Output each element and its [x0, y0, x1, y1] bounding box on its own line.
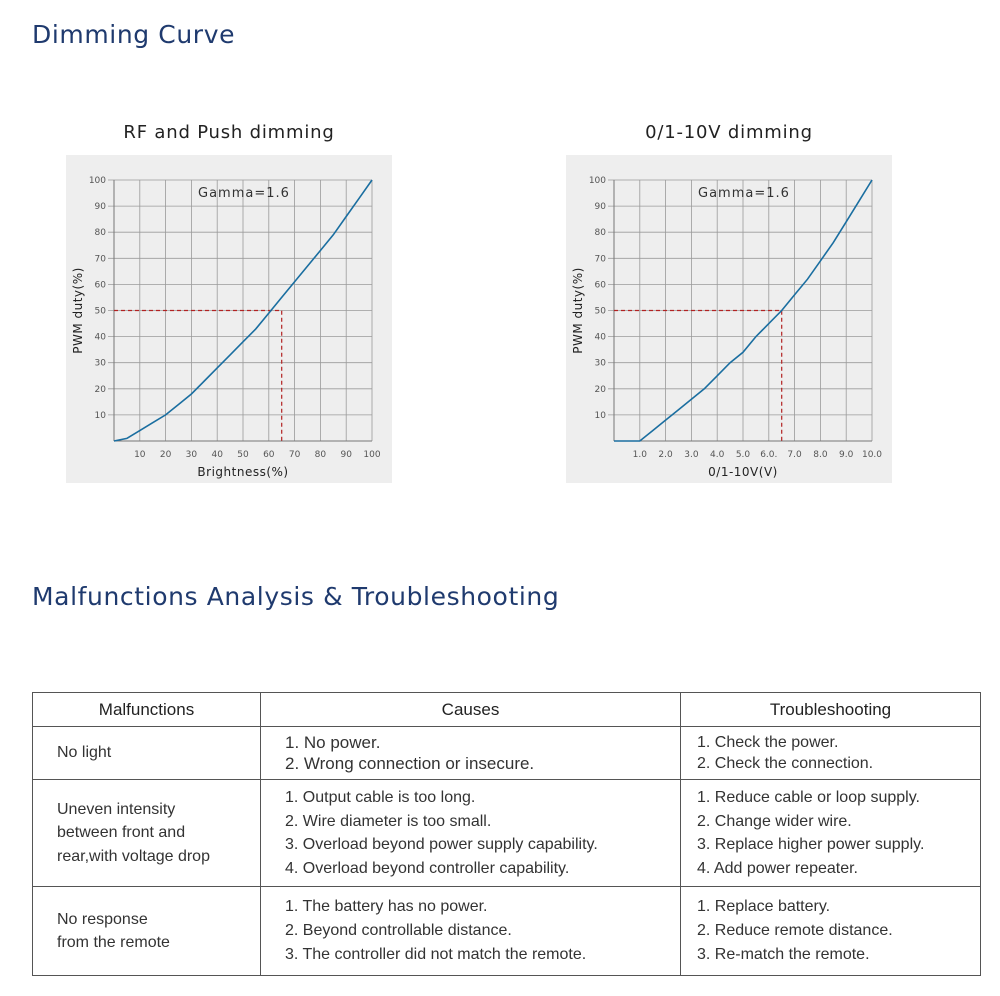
x-tick-label: 100: [363, 450, 381, 460]
x-tick-label: 4.0: [710, 450, 725, 460]
fix-line: 2. Check the connection.: [697, 755, 874, 772]
chart-voltage-svg: [566, 155, 892, 483]
reference-dashed-line: [614, 311, 782, 442]
x-tick-label: 7.0: [787, 450, 802, 460]
y-tick-label: 60: [94, 280, 106, 291]
cause-line: 4. Overload beyond controller capability.: [285, 859, 570, 877]
fix-line: 1. Reduce cable or loop supply.: [697, 789, 920, 806]
x-tick-label: 70: [288, 450, 301, 460]
table-header-row: [33, 693, 981, 727]
y-tick-label: 80: [94, 228, 106, 239]
y-tick-label: 10: [594, 410, 606, 421]
table-row: [33, 727, 981, 780]
x-tick-label: 50: [237, 450, 249, 460]
malfunction-line: from the remote: [57, 934, 170, 951]
fixes-cell: [681, 780, 981, 887]
y-tick-label: 20: [94, 384, 106, 395]
fix-line: 1. Check the power.: [697, 734, 839, 751]
x-axis-label: 0/1-10V(V): [708, 465, 778, 479]
causes-cell: [261, 887, 681, 976]
fix-line: 2. Reduce remote distance.: [697, 922, 893, 939]
chart-panel-rf: [66, 155, 392, 483]
fixes-cell: [681, 727, 981, 780]
y-axis-label: PWM duty(%): [71, 267, 85, 354]
y-axis-label: PWM duty(%): [571, 267, 585, 354]
x-tick-label: 8.0: [813, 450, 828, 460]
y-tick-label: 20: [594, 384, 606, 395]
y-tick-label: 90: [594, 202, 606, 213]
x-tick-label: 3.0: [684, 450, 699, 460]
fixes-cell: [681, 887, 981, 976]
causes-cell: [261, 727, 681, 780]
header-causes: Causes: [261, 693, 681, 727]
cause-line: 2. Beyond controllable distance.: [285, 922, 512, 939]
y-tick-label: 10: [94, 410, 106, 421]
y-tick-label: 50: [594, 306, 606, 317]
malfunction-cell: [33, 887, 261, 976]
gamma-annotation: Gamma=1.6: [698, 186, 790, 201]
cause-line: 2. Wrong connection or insecure.: [285, 754, 535, 773]
causes-cell: [261, 780, 681, 887]
x-tick-label: 60: [263, 450, 275, 460]
troubleshooting-table: [32, 692, 981, 976]
y-tick-label: 40: [594, 332, 606, 343]
x-tick-label: 90: [340, 450, 352, 460]
x-tick-label: 10: [134, 450, 146, 460]
x-tick-label: 30: [185, 450, 198, 460]
malfunctions-heading: Malfunctions Analysis & Troubleshooting: [32, 582, 560, 611]
y-tick-label: 70: [94, 254, 106, 265]
fix-line: 2. Change wider wire.: [697, 812, 852, 830]
chart-panel-voltage: [566, 155, 892, 483]
gamma-annotation: Gamma=1.6: [198, 186, 290, 201]
malfunction-line: Uneven intensity: [57, 800, 176, 818]
x-tick-label: 40: [211, 450, 223, 460]
x-axis-label: Brightness(%): [197, 465, 289, 479]
x-tick-label: 6.0.: [760, 450, 778, 460]
y-tick-label: 30: [94, 358, 106, 369]
header-malfunctions: Malfunctions: [33, 693, 261, 727]
cause-line: 2. Wire diameter is too small.: [285, 812, 492, 830]
x-tick-label: 10.0: [861, 450, 883, 460]
table-row: [33, 780, 981, 887]
chart-rf-svg: [66, 155, 392, 483]
y-tick-label: 100: [588, 176, 606, 186]
y-tick-label: 90: [94, 202, 106, 213]
chart-title-voltage: 0/1-10V dimming: [645, 122, 813, 143]
y-tick-label: 100: [88, 176, 106, 186]
table-row: [33, 887, 981, 976]
x-tick-label: 80: [314, 450, 327, 460]
y-tick-label: 80: [594, 228, 606, 239]
dimming-curve-heading: Dimming Curve: [32, 20, 236, 49]
reference-dashed-line: [114, 311, 282, 442]
y-tick-label: 70: [594, 254, 606, 265]
chart-title-rf: RF and Push dimming: [123, 122, 335, 143]
y-tick-label: 50: [94, 306, 106, 317]
fix-line: 3. Replace higher power supply.: [697, 836, 925, 853]
cause-line: 3. The controller did not match the remote.: [285, 946, 587, 963]
malfunction-cell: [33, 727, 261, 780]
y-tick-label: 40: [94, 332, 106, 343]
x-tick-label: 2.0: [658, 450, 673, 460]
malfunction-line: No response: [57, 910, 148, 928]
cause-line: 3. Overload beyond power supply capability.: [285, 836, 598, 853]
x-tick-label: 20: [159, 450, 172, 460]
fix-line: 3. Re-match the remote.: [697, 946, 870, 963]
x-tick-label: 9.0: [839, 450, 854, 460]
y-tick-label: 30: [594, 358, 606, 369]
cause-line: 1. The battery has no power.: [285, 898, 488, 915]
cause-line: 1. No power.: [285, 733, 381, 752]
y-tick-label: 60: [594, 280, 606, 291]
fix-line: 1. Replace battery.: [697, 898, 831, 915]
malfunction-cell: [33, 780, 261, 887]
malfunction-line: between front and: [57, 824, 186, 842]
x-tick-label: 1.0: [632, 450, 647, 460]
malfunction-line: rear,with voltage drop: [57, 847, 210, 865]
fix-line: 4. Add power repeater.: [697, 859, 858, 877]
header-troubleshooting: Troubleshooting: [681, 693, 981, 727]
cause-line: 1. Output cable is too long.: [285, 789, 476, 806]
x-tick-label: 5.0: [735, 450, 751, 460]
malfunction-line: No light: [57, 744, 112, 762]
